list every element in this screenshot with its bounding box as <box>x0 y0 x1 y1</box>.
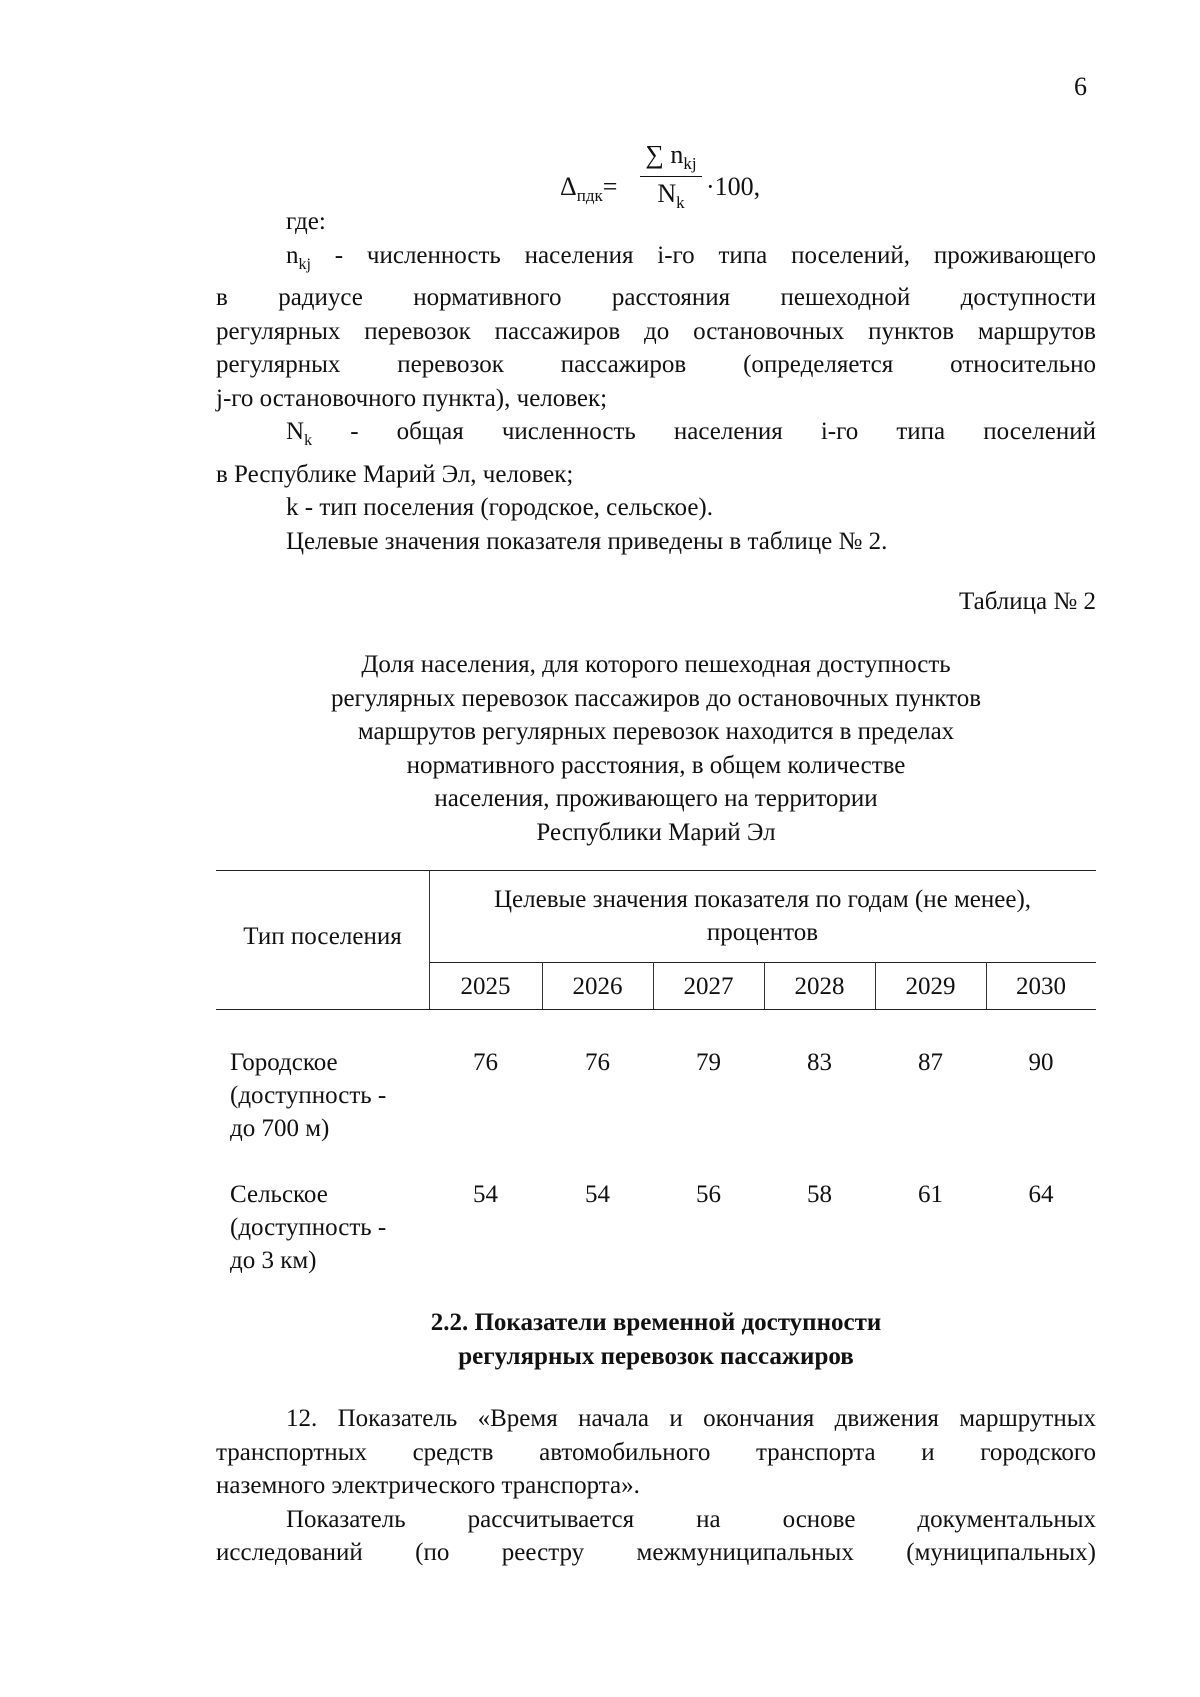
year-2028: 2028 <box>794 973 845 1000</box>
row-label-line: Сельское <box>230 1181 328 1208</box>
urban-value-2028: 83 <box>807 1049 832 1076</box>
table-title-line: Республики Марий Эл <box>536 818 776 846</box>
paragraph-1-line-2: транспортных средств автомобильного транспорта и городского <box>216 1438 1096 1466</box>
urban-value-2025: 76 <box>473 1049 498 1076</box>
formula-lhs-subscript: пдк <box>576 186 603 206</box>
paragraph-2-line-1: Показатель рассчитывается на основе документальных <box>286 1505 1096 1533</box>
header-target-values-line: процентов <box>706 919 819 946</box>
table-caption: Таблица № 2 <box>958 588 1096 615</box>
rural-value-2025: 54 <box>473 1181 498 1208</box>
paragraph-1-line-1: 12. Показатель «Время начала и окончания движения маршрутных <box>286 1405 1096 1432</box>
table-header-bottom-border <box>216 1009 1096 1010</box>
page-number: 6 <box>1074 72 1087 101</box>
definitions-block <box>216 205 1096 558</box>
row-label-line: (доступность - <box>230 1214 387 1241</box>
where-label: где: <box>286 208 326 235</box>
nkj-definition-line-3: регулярных перевозок пассажиров до остановочных пунктов маршрутов <box>216 317 1096 345</box>
formula-numerator <box>640 140 702 177</box>
rural-value-2029: 61 <box>918 1181 943 1208</box>
section-heading-line: 2.2. Показатели временной доступности <box>430 1309 882 1336</box>
header-target-values-line: Целевые значения показателя по годам (не менее), <box>493 886 1032 913</box>
table-title-line: населения, проживающего на территории <box>434 785 878 812</box>
rural-value-2028: 58 <box>807 1181 832 1208</box>
paragraph-2-line-2: исследований (по реестру межмуниципальных (муниципальных) <box>216 1539 1096 1566</box>
nkj-subscript: kj <box>298 255 311 273</box>
formula-fraction <box>640 140 702 213</box>
nkj-text-1: - численность населения i-го типа поселений, проживающего <box>310 241 1096 269</box>
formula-sigma: ∑ n <box>645 140 684 169</box>
paragraph-1-line-3: наземного электрического транспорта». <box>216 1472 640 1499</box>
rural-value-2027: 56 <box>696 1181 721 1208</box>
nkj-symbol: n <box>286 241 299 269</box>
Nk-symbol: N <box>286 418 305 445</box>
Nk-subscript: k <box>304 432 313 449</box>
table-title-line: регулярных перевозок пассажиров до остановочных пунктов <box>330 684 982 712</box>
header-settlement-type: Тип поселения <box>243 923 402 950</box>
table-header-divider <box>429 962 1096 963</box>
table-title-line: Доля населения, для которого пешеходная доступность <box>361 651 951 678</box>
target-values-sentence: Целевые значения показателя приведены в таблице № 2. <box>286 527 888 555</box>
urban-value-2029: 87 <box>918 1049 943 1076</box>
formula-rhs: ·100, <box>706 172 761 201</box>
row-label-urban <box>230 1046 430 1145</box>
k-definition: k - тип поселения (городское, сельское). <box>286 494 713 521</box>
row-label-rural <box>230 1178 430 1277</box>
table-title-line: нормативного расстояния, в общем количестве <box>406 751 906 779</box>
table-title-line: маршрутов регулярных перевозок находится в пределах <box>357 718 955 745</box>
formula-lhs <box>560 172 617 206</box>
header-target-values <box>429 883 1096 949</box>
formula-denominator-base: N <box>657 179 677 209</box>
urban-value-2026: 76 <box>585 1049 610 1076</box>
urban-value-2027: 79 <box>696 1049 721 1076</box>
nkj-definition-line-1 <box>216 239 1096 282</box>
Nk-definition-line-1 <box>216 415 1096 458</box>
formula-numerator-subscript: kj <box>683 154 697 174</box>
year-2026: 2026 <box>572 973 623 1000</box>
row-label-line: Городское <box>230 1049 338 1076</box>
table-top-border <box>216 870 1096 871</box>
rural-value-2026: 54 <box>585 1181 610 1208</box>
year-2025: 2025 <box>460 973 511 1000</box>
formula-equals: = <box>602 172 618 201</box>
year-2027: 2027 <box>683 973 734 1000</box>
row-label-line: до 3 км) <box>230 1247 317 1274</box>
Nk-text-1: - общая численность населения i-го типа поселений <box>312 418 1096 445</box>
table-title <box>216 648 1096 849</box>
rural-value-2030: 64 <box>1028 1181 1054 1208</box>
nkj-definition-line-5: j-го остановочного пункта), человек; <box>216 384 608 412</box>
year-2030: 2030 <box>1016 973 1066 1000</box>
row-label-line: до 700 м) <box>230 1115 330 1142</box>
section-paragraphs <box>216 1402 1096 1570</box>
section-heading-line: регулярных перевозок пассажиров <box>458 1342 854 1370</box>
Nk-definition-line-2: в Республике Марий Эл, человек; <box>216 460 574 488</box>
urban-value-2030: 90 <box>1028 1049 1054 1076</box>
formula-delta: Δ <box>560 172 577 201</box>
nkj-definition-line-4: регулярных перевозок пассажиров (определяется относительно <box>216 351 1096 378</box>
year-2029: 2029 <box>905 973 956 1000</box>
section-heading <box>216 1306 1096 1373</box>
nkj-definition-line-2: в радиусе нормативного расстояния пешеходной доступности <box>216 284 1096 311</box>
row-label-line: (доступность - <box>230 1082 387 1109</box>
formula-denominator-subscript: k <box>676 193 685 213</box>
